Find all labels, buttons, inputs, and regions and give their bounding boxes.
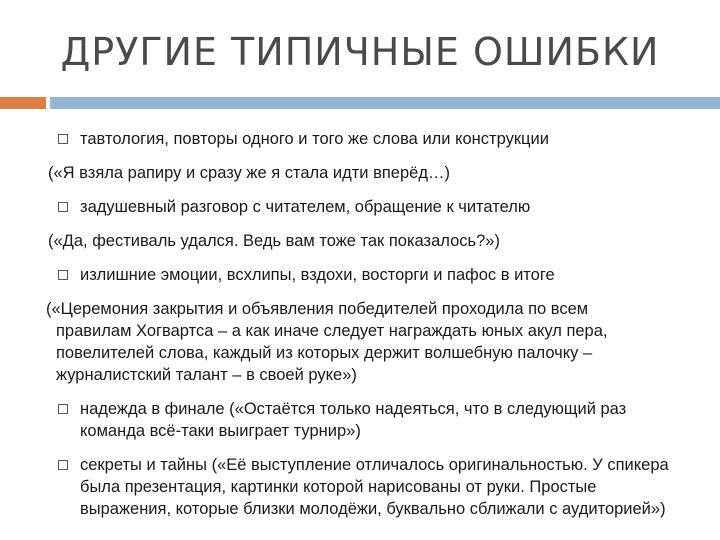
square-bullet-icon bbox=[58, 134, 68, 144]
slide-title: ДРУГИЕ ТИПИЧНЫЕ ОШИБКИ bbox=[60, 30, 660, 74]
list-item bbox=[50, 196, 690, 218]
example-quote-first-line: («Церемония закрытия и объявления победителей проходила по всем bbox=[46, 300, 589, 318]
square-bullet-icon bbox=[58, 270, 68, 280]
list-item bbox=[50, 264, 690, 286]
square-bullet-icon bbox=[58, 460, 68, 470]
list-item bbox=[50, 128, 690, 150]
title-rule-bar bbox=[50, 97, 720, 109]
square-bullet-icon bbox=[58, 202, 68, 212]
list-item-text: надежда в финале («Остаётся только надеяться, что в следующий раз команда всё-таки выиграет турнир») bbox=[80, 400, 627, 440]
title-accent-bar bbox=[0, 97, 46, 109]
list-item-text: задушевный разговор с читателем, обращение к читателю bbox=[80, 198, 531, 216]
list-item-text: тавтология, повторы одного и того же слова или конструкции bbox=[80, 130, 549, 148]
slide-content bbox=[46, 128, 690, 532]
example-quote-rest: правилам Хогвартса – а как иначе следует награждать юных акул пера, повелителей слова, каждый из которых держит волшебную палочку – журналистский талант – в своей руке») bbox=[56, 322, 608, 384]
example-quote: («Я взяла рапиру и сразу же я стала идти вперёд…) bbox=[48, 164, 450, 182]
list-item bbox=[50, 398, 690, 442]
list-item bbox=[50, 454, 690, 520]
square-bullet-icon bbox=[58, 404, 68, 414]
list-item-text: излишние эмоции, всхлипы, вздохи, восторги и пафос в итоге bbox=[80, 266, 555, 284]
example-quote: («Да, фестиваль удался. Ведь вам тоже так показалось?») bbox=[48, 232, 500, 250]
list-item-text: секреты и тайны («Её выступление отличалось оригинальностью. У спикера была презентация, картинки которой нарисованы от руки. Простые выражения, которые близки молодёжи, буквально сближали с аудиторией») bbox=[80, 456, 669, 518]
example-quote bbox=[48, 298, 690, 386]
